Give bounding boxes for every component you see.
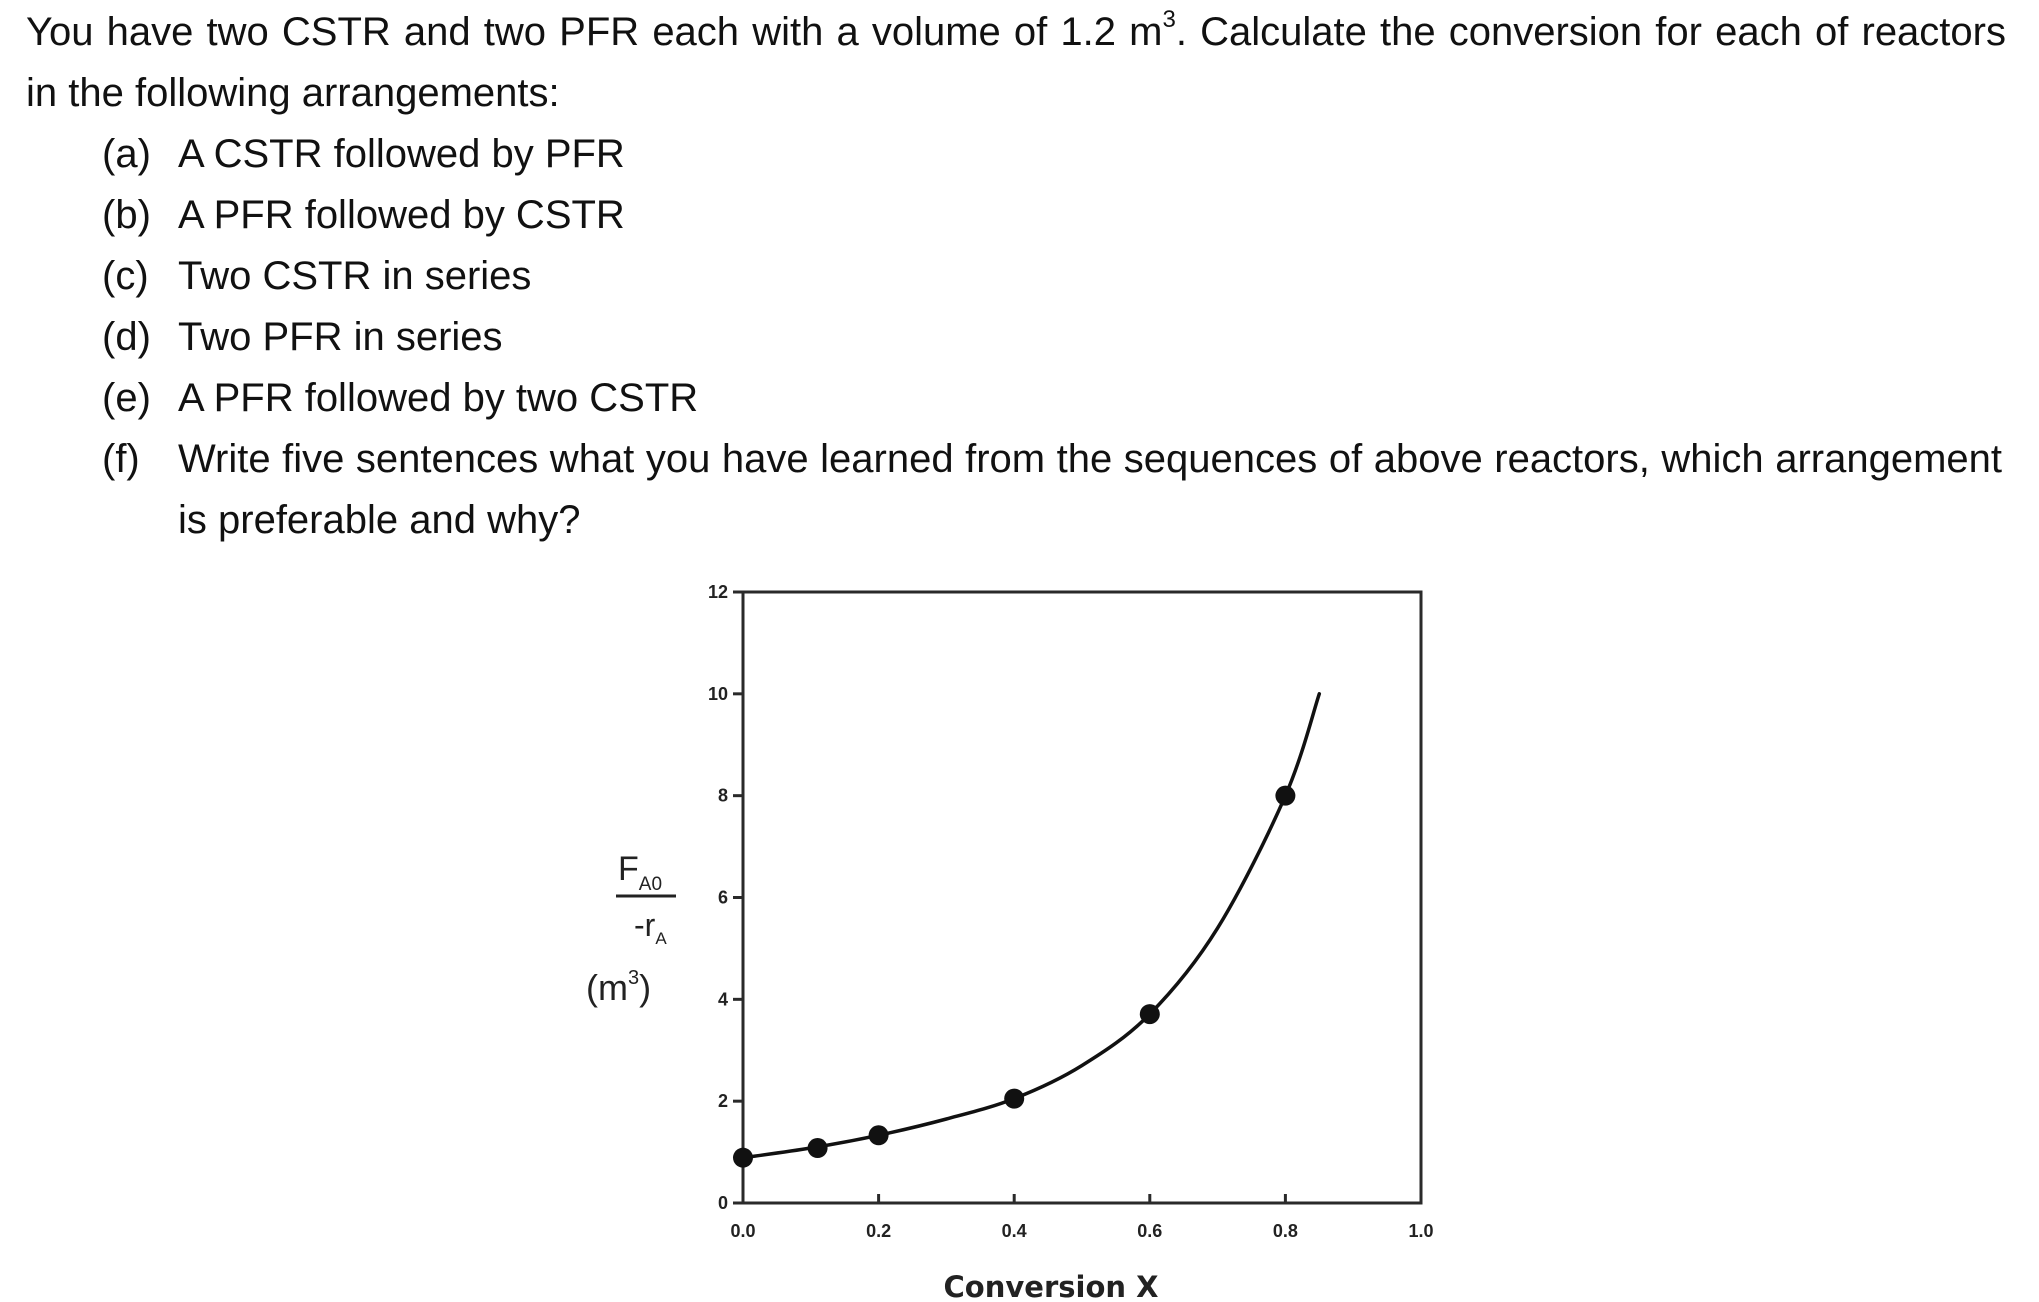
y-axis-label-numerator: $F_{A0}$ <box>618 850 663 895</box>
part-marker: (b) <box>102 193 151 237</box>
parts-list <box>26 124 2006 551</box>
x-tick-label: 1.0 <box>1408 1221 1434 1241</box>
data-point <box>869 1125 889 1145</box>
levenspiel-plot <box>560 560 1460 1302</box>
x-tick-label: 0.6 <box>1137 1221 1163 1241</box>
chart-svg <box>560 560 1460 1302</box>
x-tick-label: 0.0 <box>730 1221 756 1241</box>
plot-frame <box>743 592 1421 1203</box>
part-f <box>102 429 2006 551</box>
part-c <box>102 246 2006 307</box>
data-curve <box>743 694 1319 1158</box>
part-marker: (e) <box>102 376 151 420</box>
data-point <box>1004 1089 1024 1109</box>
y-axis-label-unit: $(m^3)$ <box>586 967 652 1008</box>
x-tick-label: 0.2 <box>866 1221 892 1241</box>
y-axis-label <box>586 850 676 1008</box>
y-tick-label: 2 <box>717 1091 728 1112</box>
y-tick-label: 4 <box>717 989 728 1010</box>
part-text: Two CSTR in series <box>178 254 532 298</box>
part-marker: (a) <box>102 132 151 176</box>
y-tick-label: 6 <box>717 887 728 908</box>
tick-marks <box>733 592 1421 1203</box>
axes <box>743 592 1421 1203</box>
part-text: A PFR followed by two CSTR <box>178 376 699 420</box>
y-axis-label-denominator: $-r_A$ <box>634 907 667 948</box>
part-b <box>102 185 2006 246</box>
part-e <box>102 368 2006 429</box>
intro-text: You have two CSTR and two PFR each with a volume of 1.2 m <box>26 10 1163 54</box>
data-point <box>733 1148 753 1168</box>
x-tick-label: 0.8 <box>1272 1221 1298 1241</box>
x-tick-label: 0.4 <box>1001 1221 1027 1241</box>
x-axis-label: Conversion X <box>943 1270 1159 1302</box>
part-marker: (f) <box>102 437 140 481</box>
part-text: Two PFR in series <box>178 315 503 359</box>
part-text: A CSTR followed by PFR <box>178 132 625 176</box>
part-marker: (c) <box>102 254 149 298</box>
data-point <box>1275 786 1295 806</box>
problem-statement <box>26 0 2006 551</box>
points-layer <box>733 786 1295 1168</box>
problem-intro <box>26 0 2006 124</box>
data-point <box>1140 1004 1160 1024</box>
part-marker: (d) <box>102 315 151 359</box>
part-text: Write five sentences what you have learned from the sequences of above reactors, which arrangement is preferable and why? <box>178 437 2002 542</box>
y-tick-label: 12 <box>707 582 728 602</box>
part-d <box>102 307 2006 368</box>
y-tick-label: 8 <box>717 785 728 806</box>
part-a <box>102 124 2006 185</box>
intro-superscript: 3 <box>1162 6 1176 33</box>
data-point <box>808 1138 828 1158</box>
intro-text-continued: . Calculate the conversion for each of reactors in the following arrangements: <box>26 10 2006 115</box>
curve-layer <box>743 694 1319 1158</box>
y-tick-label: 0 <box>717 1193 728 1213</box>
part-text: A PFR followed by CSTR <box>178 193 625 237</box>
y-tick-label: 10 <box>707 683 728 704</box>
